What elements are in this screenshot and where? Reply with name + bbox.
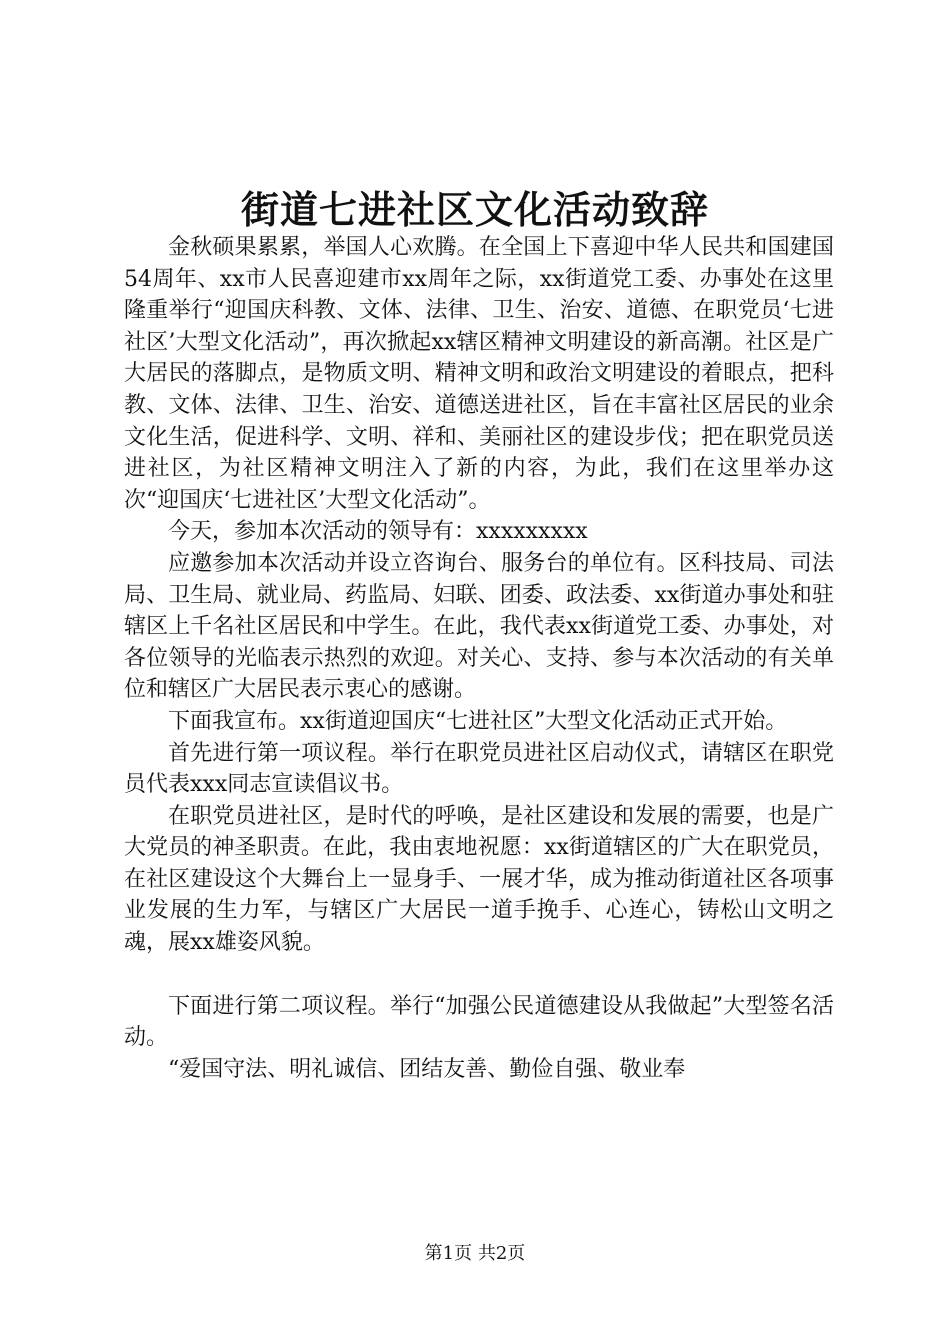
- paragraph-agenda-one: 首先进行第一项议程。举行在职党员进社区启动仪式，请辖区在职党员代表xxx同志宣读倡议书。: [124, 740, 834, 798]
- paragraph-announcement: 下面我宣布。xx街道迎国庆“七进社区”大型文化活动正式开始。: [168, 708, 788, 734]
- document-title: 街道七进社区文化活动致辞: [240, 187, 709, 232]
- paragraph-morals: “爱国守法、明礼诚信、团结友善、勤俭自强、敬业奉: [168, 1056, 686, 1082]
- paragraph-leaders: 今天，参加本次活动的领导有：xxxxxxxxx: [168, 519, 588, 545]
- paragraph-units: 应邀参加本次活动并设立咨询台、服务台的单位有。区科技局、司法局、卫生局、就业局、药监局、妇联、团委、政法委、xx街道办事处和驻辖区上千名社区居民和中学生。在此，我代表xx街道党工委、办事处，对各位领导的光临表示热烈的欢迎。对关心、支持、参与本次活动的有关单位和辖区广大居民表示衷心的感谢。: [124, 550, 834, 703]
- document-body: [124, 232, 834, 1085]
- page-number-footer: 第1页 共2页: [424, 1243, 526, 1264]
- paragraph-party-members: 在职党员进社区，是时代的呼唤，是社区建设和发展的需要，也是广大党员的神圣职责。在此，我由衷地祝愿：xx街道辖区的广大在职党员，在社区建设这个大舞台上一显身手、一展才华，成为推动街道社区各项事业发展的生力军，与辖区广大居民一道手挽手、心连心，铸松山文明之魂，展xx雄姿风貌。: [124, 803, 834, 956]
- paragraph-agenda-two: 下面进行第二项议程。举行“加强公民道德建设从我做起”大型签名活动。: [124, 993, 834, 1051]
- paragraph-opening: 金秋硕果累累，举国人心欢腾。在全国上下喜迎中华人民共和国建国54周年、xx市人民喜迎建市xx周年之际，xx街道党工委、办事处在这里隆重举行“迎国庆科教、文体、法律、卫生、治安、道德、在职党员‘七进社区’大型文化活动”，再次掀起xx辖区精神文明建设的新高潮。社区是广大居民的落脚点，是物质文明、精神文明和政治文明建设的着眼点，把科教、文体、法律、卫生、治安、道德送进社区，旨在丰富社区居民的业余文化生活，促进科学、文明、祥和、美丽社区的建设步伐；把在职党员送进社区，为社区精神文明注入了新的内容，为此，我们在这里举办这次“迎国庆‘七进社区’大型文化活动”。: [124, 235, 834, 513]
